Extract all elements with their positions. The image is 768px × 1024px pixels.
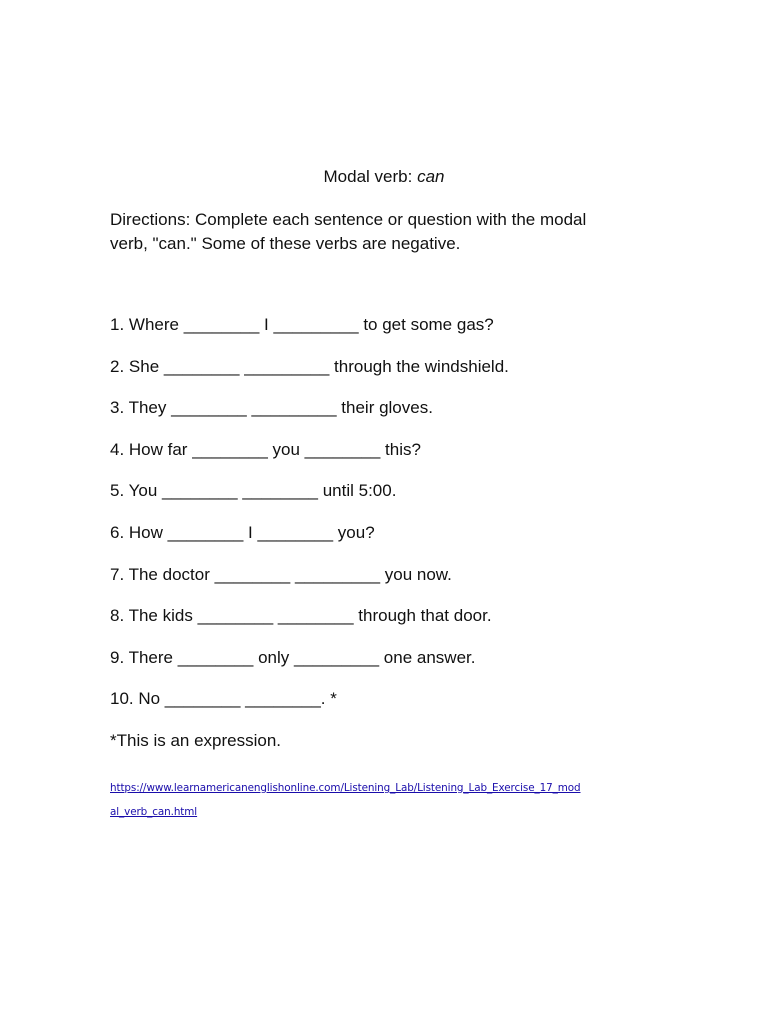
exercise-item-9: 9. There ________ only _________ one answer. xyxy=(110,647,476,667)
exercise-item-6: 6. How ________ I ________ you? xyxy=(110,522,375,542)
source-link-line-1[interactable]: https://www.learnamericanenglishonline.com/Listening_Lab/Listening_Lab_Exercise_17_mod xyxy=(110,782,581,794)
title-prefix: Modal verb: xyxy=(323,167,418,186)
title-emphasis: can xyxy=(417,167,445,186)
exercise-item-1: 1. Where ________ I _________ to get some gas? xyxy=(110,315,494,334)
directions-paragraph xyxy=(110,208,670,256)
exercise-item-8: 8. The kids ________ ________ through that door. xyxy=(110,606,492,626)
exercise-item-5: 5. You ________ ________ until 5:00. xyxy=(110,481,397,501)
exercise-item-10: 10. No ________ ________. * xyxy=(110,689,337,709)
page-title xyxy=(0,166,768,188)
exercise-item-7: 7. The doctor ________ _________ you now. xyxy=(110,564,452,584)
exercise-item-2: 2. She ________ _________ through the windshield. xyxy=(110,356,509,376)
exercise-list xyxy=(110,314,670,730)
exercise-item-3: 3. They ________ _________ their gloves. xyxy=(110,398,433,418)
directions-line-1: Directions: Complete each sentence or question with the modal xyxy=(110,210,587,229)
directions-line-2: verb, "can." Some of these verbs are negative. xyxy=(110,234,461,253)
footnote: *This is an expression. xyxy=(110,731,282,750)
exercise-item-4: 4. How far ________ you ________ this? xyxy=(110,439,421,459)
source-link-line-2[interactable]: al_verb_can.html xyxy=(110,806,198,818)
source-link-block xyxy=(110,776,670,824)
